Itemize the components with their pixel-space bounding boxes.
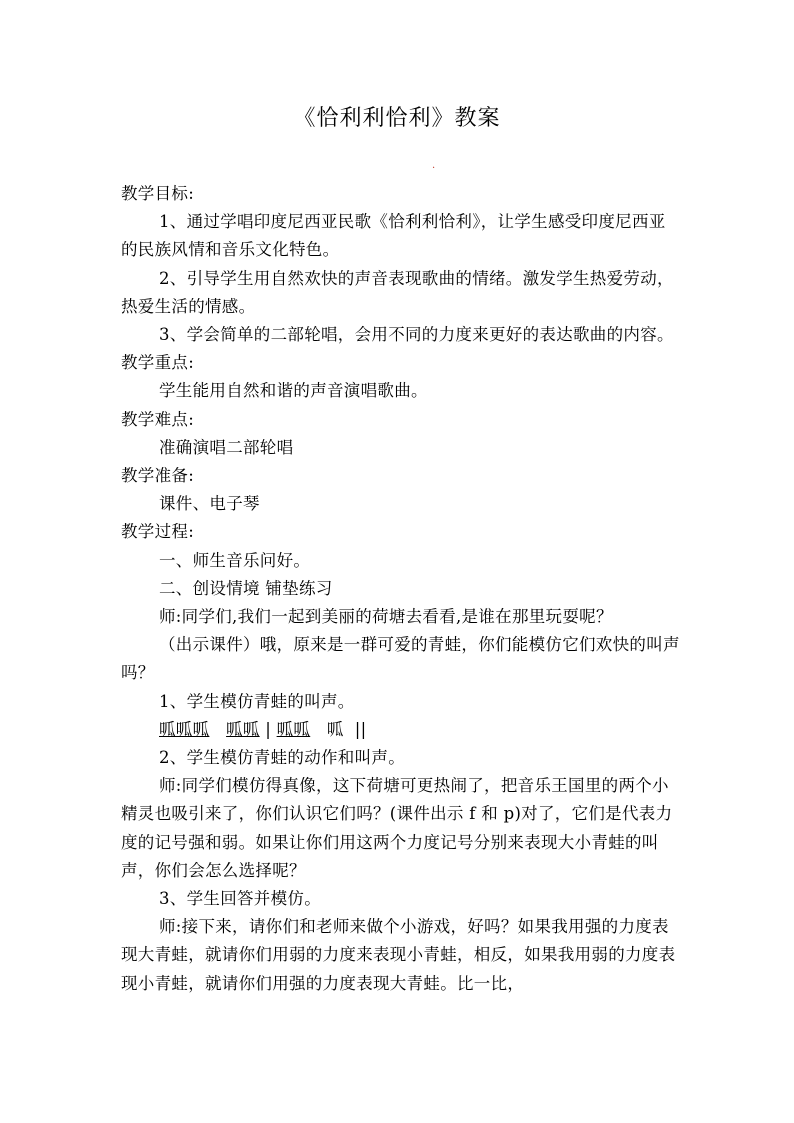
key-heading: 教学重点: (121, 353, 195, 373)
notation-b: 呱呱 (226, 719, 260, 739)
sub-step-1: 1、学生模仿青蛙的叫声。 (159, 691, 355, 711)
sub-step-3: 3、学生回答并模仿。 (159, 889, 321, 909)
goal-1: 1、通过学唱印度尼西亚民歌《恰利利恰利》，让学生感受印度尼西亚的民族风情和音乐文化特色。 (121, 212, 666, 260)
key-text: 学生能用自然和谐的声音演唱歌曲。 (159, 381, 428, 401)
difficulty-heading: 教学难点: (121, 409, 195, 429)
teacher-para-3: 师:接下来，请你们和老师来做个小游戏，好吗？如果我用强的力度表现大青蛙，就请你们用弱的力度来表现小青蛙，相反，如果我用弱的力度表现小青蛙，就请你们用强的力度表现大青蛙。比一比， (121, 917, 676, 993)
document-title: 《恰利利恰利》教案 (293, 106, 501, 131)
notation-d: 呱 (326, 719, 344, 739)
process-heading: 教学过程: (121, 522, 195, 542)
notation-bar: | (265, 719, 272, 739)
sub-step-2: 2、学生模仿青蛙的动作和叫声。 (159, 748, 405, 768)
teacher-para-1: 师:同学们,我们一起到美丽的荷塘去看看,是谁在那里玩耍呢？ (159, 607, 613, 627)
notation-c: 呱呱 (276, 719, 311, 739)
goals-heading: 教学目标: (121, 184, 195, 203)
rhythm-notation (121, 716, 681, 744)
step-1: 一、师生音乐问好。 (159, 550, 311, 570)
prep-text: 课件、电子琴 (159, 494, 260, 514)
difficulty-text: 准确演唱二部轮唱 (159, 437, 294, 457)
notation-a: 呱呱呱 (159, 719, 210, 739)
document-body (121, 180, 681, 998)
notation-end: || (354, 719, 367, 739)
goal-2: 2、引导学生用自然欢快的声音表现歌曲的情绪。激发学生热爱劳动，热爱生活的情感。 (121, 268, 674, 316)
top-mark: . (432, 160, 436, 171)
teacher-para-2: 师:同学们模仿得真像，这下荷塘可更热闹了，把音乐王国里的两个小精灵也吸引来了，你们认识它们吗？(课件出示 f 和 p)对了，它们是代表力度的记号强和弱。如果让你们用这两个力度记号分别来表现大小青蛙的叫声，你们会怎么选择呢？ (121, 776, 673, 880)
prep-heading: 教学准备: (121, 466, 195, 486)
teacher-para-1b: （出示课件）哦，原来是一群可爱的青蛙，你们能模仿它们欢快的叫声吗？ (121, 635, 680, 683)
step-2: 二、创设情境 铺垫练习 (159, 578, 333, 598)
goal-3: 3、学会简单的二部轮唱，会用不同的力度来更好的表达歌曲的内容。 (159, 325, 674, 345)
